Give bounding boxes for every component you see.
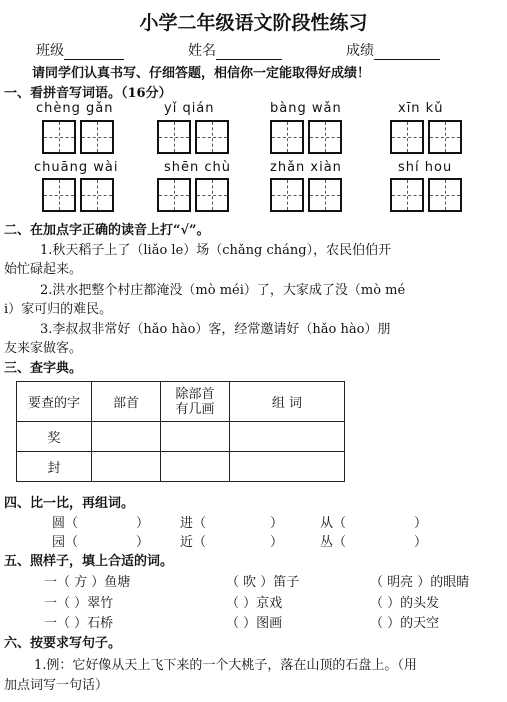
page-title: 小学二年级语文阶段性练习	[139, 12, 368, 34]
compare-item: ）	[414, 516, 428, 531]
fill-item: （ ）京戏	[226, 596, 283, 611]
writing-box[interactable]	[80, 120, 114, 154]
pinyin-4: xīn kǔ	[398, 101, 444, 116]
compare-item: ）	[136, 516, 150, 531]
table-cell: 封	[17, 452, 92, 482]
compare-item: ）	[136, 535, 150, 550]
compare-item: 丛（	[320, 535, 347, 550]
writing-box[interactable]	[428, 178, 462, 212]
writing-box[interactable]	[428, 120, 462, 154]
compare-item: 从（	[320, 516, 347, 531]
writing-box[interactable]	[157, 120, 191, 154]
fill-item: （ ）的天空	[370, 616, 440, 631]
question-6-1: 1.例：它好像从天上飞下来的一个大桃子，落在山顶的石盘上。（用	[34, 658, 417, 673]
fill-item: 一（ 方 ）鱼塘	[44, 575, 131, 590]
answer-cell[interactable]	[92, 422, 161, 452]
section4-heading: 四、比一比，再组词。	[4, 496, 135, 511]
section5-heading: 五、照样子，填上合适的词。	[4, 554, 174, 569]
question-2-2: 2.洪水把整个村庄都淹没（mò méi）了，大家成了没（mò mé	[40, 283, 406, 298]
pinyin-1: chèng gǎn	[36, 101, 114, 116]
writing-box[interactable]	[270, 178, 304, 212]
section6-heading: 六、按要求写句子。	[4, 636, 122, 651]
name-field[interactable]	[188, 40, 282, 60]
table-row	[17, 452, 345, 482]
answer-cell[interactable]	[161, 422, 230, 452]
table-cell: 奖	[17, 422, 92, 452]
fill-item: （ ）图画	[226, 616, 283, 631]
table-header: 要查的字	[17, 382, 92, 422]
writing-box[interactable]	[308, 120, 342, 154]
section2-heading: 二、在加点字正确的读音上打“√”。	[4, 223, 210, 238]
table-header: 组 词	[230, 382, 345, 422]
section1-heading: 一、看拼音写词语。（16分）	[4, 86, 172, 101]
question-2-1: 1.秋天稻子上了（liǎo le）场（chǎng cháng），农民伯伯开	[40, 243, 392, 258]
question-6-1-cont: 加点词写一句话）	[4, 678, 109, 693]
compare-item: 圆（	[52, 516, 79, 531]
pinyin-6: shēn chù	[164, 160, 232, 175]
writing-box[interactable]	[308, 178, 342, 212]
fill-item: 一（ ）石桥	[44, 616, 114, 631]
answer-cell[interactable]	[161, 452, 230, 482]
compare-item: ）	[270, 535, 284, 550]
class-field[interactable]	[36, 40, 124, 60]
question-2-2-cont: i）家可归的难民。	[4, 302, 113, 317]
fill-item: （ 吹 ）笛子	[226, 575, 300, 590]
question-2-3: 3.李叔叔非常好（hǎo hào）客，经常邀请好（hǎo hào）朋	[40, 322, 391, 337]
compare-item: 进（	[180, 516, 207, 531]
compare-item: 近（	[180, 535, 207, 550]
pinyin-3: bàng wǎn	[270, 101, 342, 116]
writing-box[interactable]	[80, 178, 114, 212]
writing-box[interactable]	[157, 178, 191, 212]
writing-box[interactable]	[195, 120, 229, 154]
table-header: 除部首 有几画	[161, 382, 230, 422]
writing-box[interactable]	[390, 178, 424, 212]
table-header: 部首	[92, 382, 161, 422]
compare-item: ）	[414, 535, 428, 550]
pinyin-7: zhǎn xiàn	[270, 160, 342, 175]
intro-text: 请同学们认真书写、仔细答题，相信你一定能取得好成绩！	[32, 66, 371, 81]
answer-cell[interactable]	[230, 452, 345, 482]
dictionary-table	[16, 381, 345, 482]
question-2-1-cont: 始忙碌起来。	[4, 262, 83, 277]
writing-box[interactable]	[42, 120, 76, 154]
score-label: 成绩	[346, 43, 374, 59]
fill-item: （ ）的头发	[370, 596, 440, 611]
writing-box[interactable]	[390, 120, 424, 154]
pinyin-8: shí hou	[398, 160, 453, 175]
fill-item: 一（ ）翠竹	[44, 596, 114, 611]
compare-item: ）	[270, 516, 284, 531]
fill-item: （ 明亮 ）的眼睛	[370, 575, 470, 590]
writing-box[interactable]	[270, 120, 304, 154]
class-label: 班级	[36, 43, 64, 59]
section3-heading: 三、查字典。	[4, 361, 83, 376]
table-row	[17, 422, 345, 452]
pinyin-5: chuāng wài	[34, 160, 119, 175]
answer-cell[interactable]	[230, 422, 345, 452]
writing-box[interactable]	[195, 178, 229, 212]
name-label: 姓名	[188, 43, 216, 59]
question-2-3-cont: 友来家做客。	[4, 341, 83, 356]
pinyin-2: yǐ qián	[164, 101, 215, 116]
compare-item: 园（	[52, 535, 79, 550]
answer-cell[interactable]	[92, 452, 161, 482]
writing-box[interactable]	[42, 178, 76, 212]
score-field[interactable]	[346, 40, 440, 60]
